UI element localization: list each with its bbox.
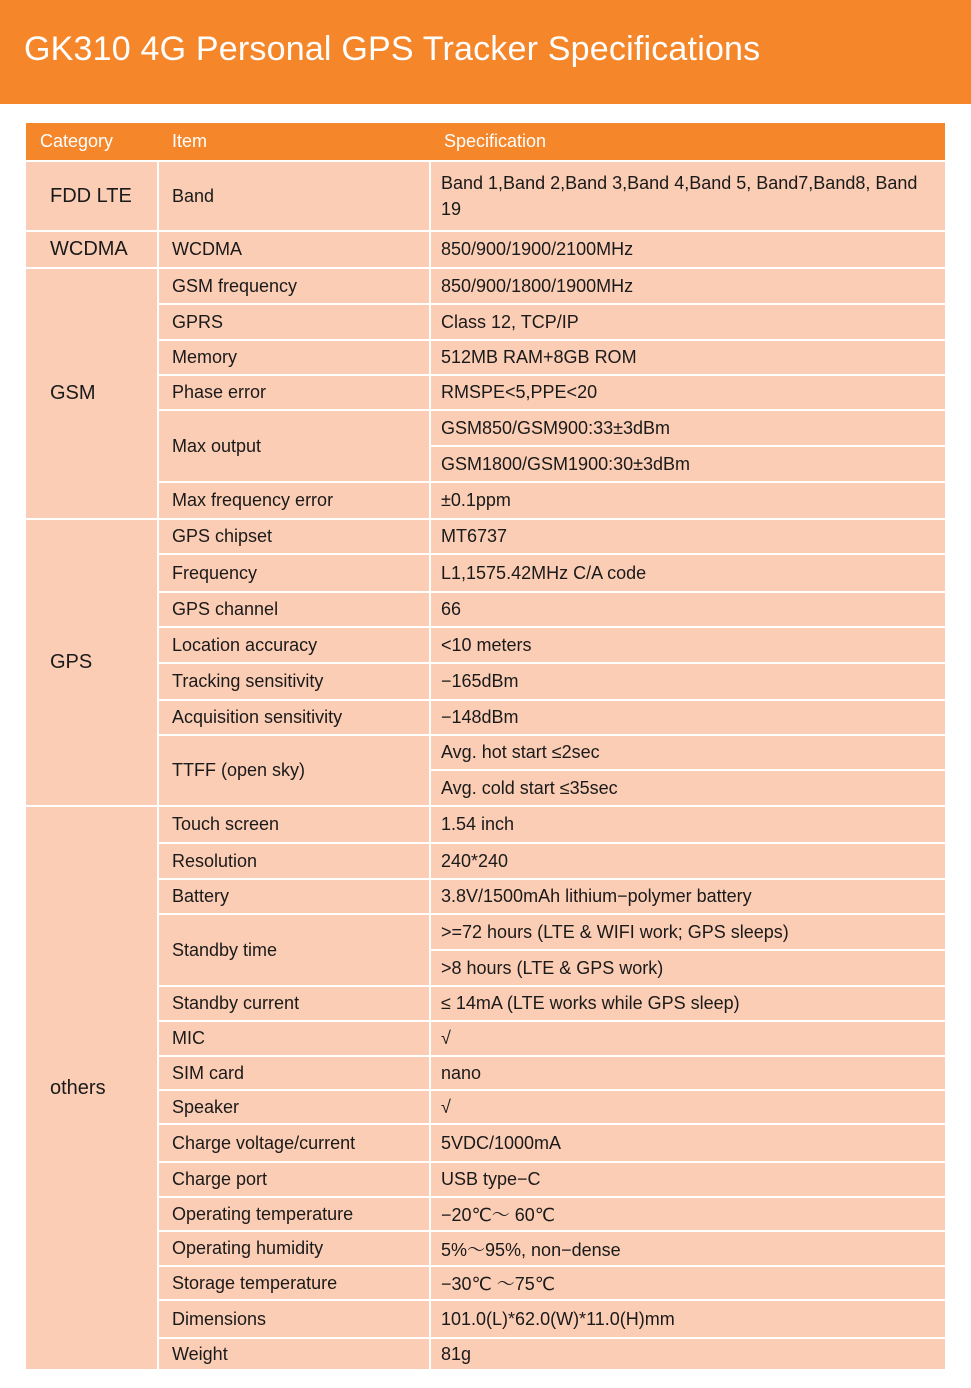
item-cell: Acquisition sensitivity bbox=[158, 700, 430, 735]
spec-cell: >=72 hours (LTE & WIFI work; GPS sleeps) bbox=[430, 914, 945, 950]
item-cell: Dimensions bbox=[158, 1300, 430, 1338]
table-row bbox=[26, 1231, 945, 1266]
table-row bbox=[26, 554, 945, 592]
table-row bbox=[26, 592, 945, 627]
spec-cell: 850/900/1800/1900MHz bbox=[430, 268, 945, 304]
category-cell: GPS bbox=[26, 519, 158, 806]
item-cell: Frequency bbox=[158, 554, 430, 592]
item-cell: Standby current bbox=[158, 986, 430, 1021]
item-cell: GPRS bbox=[158, 304, 430, 340]
spec-cell: RMSPE<5,PPE<20 bbox=[430, 375, 945, 410]
item-cell: Location accuracy bbox=[158, 627, 430, 663]
spec-cell: 3.8V/1500mAh lithium−polymer battery bbox=[430, 879, 945, 914]
spec-cell: 101.0(L)*62.0(W)*11.0(H)mm bbox=[430, 1300, 945, 1338]
header-specification: Specification bbox=[430, 123, 945, 161]
item-cell: Storage temperature bbox=[158, 1266, 430, 1300]
spec-cell: 240*240 bbox=[430, 843, 945, 879]
spec-cell: 512MB RAM+8GB ROM bbox=[430, 340, 945, 375]
item-cell: Charge voltage/current bbox=[158, 1124, 430, 1162]
item-cell: WCDMA bbox=[158, 231, 430, 268]
table-body bbox=[26, 161, 945, 1370]
category-cell: FDD LTE bbox=[26, 161, 158, 231]
table-row bbox=[26, 519, 945, 554]
table-row bbox=[26, 1056, 945, 1090]
spec-cell: 1.54 inch bbox=[430, 806, 945, 843]
item-cell: Band bbox=[158, 161, 430, 231]
table-row bbox=[26, 1266, 945, 1300]
table-row bbox=[26, 1021, 945, 1056]
table-row bbox=[26, 410, 945, 446]
spec-cell: √ bbox=[430, 1090, 945, 1124]
spec-cell: USB type−C bbox=[430, 1162, 945, 1197]
table-row bbox=[26, 268, 945, 304]
table-row bbox=[26, 161, 945, 231]
spec-cell: 5%～95%, non−dense bbox=[430, 1231, 945, 1266]
table-row bbox=[26, 843, 945, 879]
spec-cell: −30℃ ～75℃ bbox=[430, 1266, 945, 1300]
table-row bbox=[26, 627, 945, 663]
spec-cell: nano bbox=[430, 1056, 945, 1090]
header-category: Category bbox=[26, 123, 158, 161]
table-row bbox=[26, 806, 945, 843]
item-cell: GPS chipset bbox=[158, 519, 430, 554]
spec-cell: GSM1800/GSM1900:30±3dBm bbox=[430, 446, 945, 482]
item-cell: GPS channel bbox=[158, 592, 430, 627]
item-cell: Memory bbox=[158, 340, 430, 375]
item-cell: Touch screen bbox=[158, 806, 430, 843]
item-cell: Phase error bbox=[158, 375, 430, 410]
spec-cell: Avg. hot start ≤2sec bbox=[430, 735, 945, 770]
spec-cell: √ bbox=[430, 1021, 945, 1056]
table-row bbox=[26, 663, 945, 700]
table-row bbox=[26, 986, 945, 1021]
spec-cell: Avg. cold start ≤35sec bbox=[430, 770, 945, 806]
spec-cell: <10 meters bbox=[430, 627, 945, 663]
table-row bbox=[26, 375, 945, 410]
item-cell: Resolution bbox=[158, 843, 430, 879]
table-row bbox=[26, 879, 945, 914]
category-cell: GSM bbox=[26, 268, 158, 519]
page-title: GK310 4G Personal GPS Tracker Specifications bbox=[24, 30, 761, 68]
spec-cell: Band 1,Band 2,Band 3,Band 4,Band 5, Band7,Band8, Band 19 bbox=[430, 161, 945, 231]
table-row bbox=[26, 231, 945, 268]
header-item: Item bbox=[158, 123, 430, 161]
title-banner bbox=[0, 0, 971, 104]
table-row bbox=[26, 304, 945, 340]
spec-cell: −20℃～ 60℃ bbox=[430, 1197, 945, 1231]
item-cell: TTFF (open sky) bbox=[158, 735, 430, 806]
item-cell: Standby time bbox=[158, 914, 430, 986]
table-row bbox=[26, 482, 945, 519]
category-cell: others bbox=[26, 806, 158, 1370]
spec-cell: −148dBm bbox=[430, 700, 945, 735]
spec-cell: L1,1575.42MHz C/A code bbox=[430, 554, 945, 592]
spec-cell: 66 bbox=[430, 592, 945, 627]
item-cell: Charge port bbox=[158, 1162, 430, 1197]
item-cell: MIC bbox=[158, 1021, 430, 1056]
spec-cell: 850/900/1900/2100MHz bbox=[430, 231, 945, 268]
category-cell: WCDMA bbox=[26, 231, 158, 268]
item-cell: Battery bbox=[158, 879, 430, 914]
table-row bbox=[26, 1090, 945, 1124]
spec-cell: GSM850/GSM900:33±3dBm bbox=[430, 410, 945, 446]
item-cell: Weight bbox=[158, 1338, 430, 1370]
table-row bbox=[26, 1162, 945, 1197]
table-row bbox=[26, 1338, 945, 1370]
table-row bbox=[26, 1124, 945, 1162]
spec-cell: >8 hours (LTE & GPS work) bbox=[430, 950, 945, 986]
item-cell: Max output bbox=[158, 410, 430, 482]
item-cell: Operating temperature bbox=[158, 1197, 430, 1231]
table-row bbox=[26, 700, 945, 735]
table-header-row bbox=[26, 123, 945, 161]
spec-cell: 81g bbox=[430, 1338, 945, 1370]
item-cell: Max frequency error bbox=[158, 482, 430, 519]
item-cell: SIM card bbox=[158, 1056, 430, 1090]
spec-table bbox=[26, 123, 945, 1371]
spec-cell: 5VDC/1000mA bbox=[430, 1124, 945, 1162]
table-row bbox=[26, 1197, 945, 1231]
spec-cell: ±0.1ppm bbox=[430, 482, 945, 519]
spec-cell: ≤ 14mA (LTE works while GPS sleep) bbox=[430, 986, 945, 1021]
table-row bbox=[26, 735, 945, 770]
table-row bbox=[26, 914, 945, 950]
spec-cell: MT6737 bbox=[430, 519, 945, 554]
table-row bbox=[26, 340, 945, 375]
spec-cell: Class 12, TCP/IP bbox=[430, 304, 945, 340]
item-cell: Operating humidity bbox=[158, 1231, 430, 1266]
item-cell: Tracking sensitivity bbox=[158, 663, 430, 700]
item-cell: Speaker bbox=[158, 1090, 430, 1124]
item-cell: GSM frequency bbox=[158, 268, 430, 304]
table-row bbox=[26, 1300, 945, 1338]
spec-cell: −165dBm bbox=[430, 663, 945, 700]
